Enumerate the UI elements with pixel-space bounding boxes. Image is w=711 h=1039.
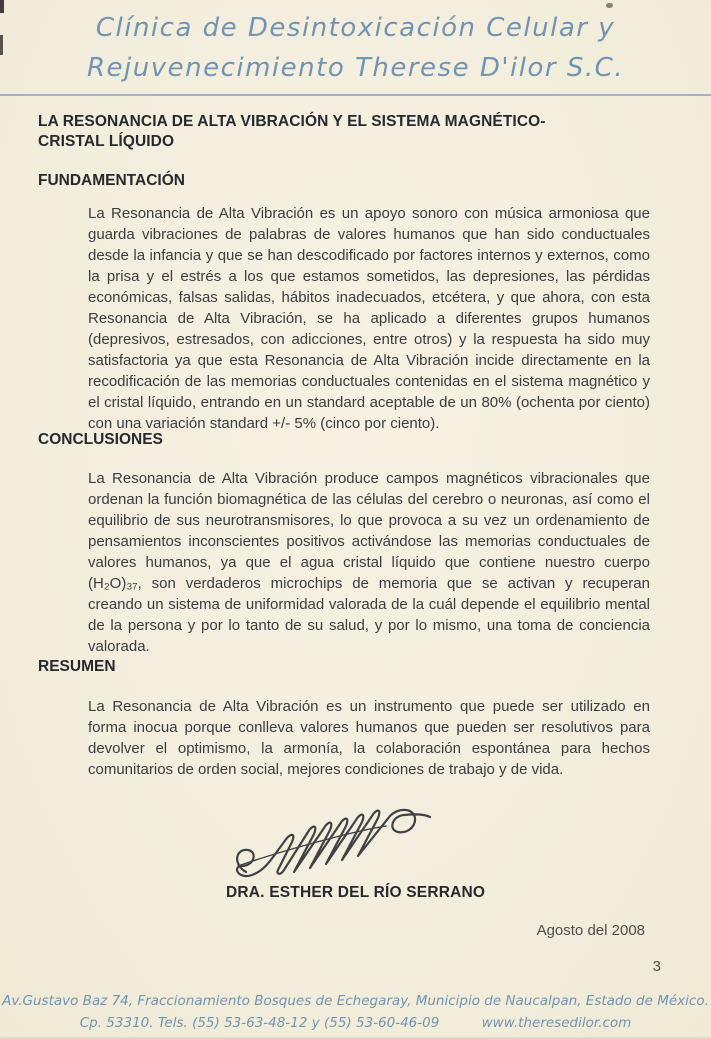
- letterhead: [0, 8, 711, 88]
- letter-footer: [0, 990, 711, 1034]
- letterhead-divider: [0, 94, 711, 96]
- signatory-name: DRA. ESTHER DEL RÍO SERRANO: [226, 884, 486, 901]
- section-body-resumen: La Resonancia de Alta Vibración es un instrumento que puede ser utilizado en forma inocua porque conlleva valores humanos que pueden ser resolutivos para devolver el optimismo, la armonía, la colaboración espontánea para hechos comunitarios de orden social, mejores condiciones de trabajo y de vida.: [88, 698, 650, 778]
- handwritten-signature: [228, 806, 490, 886]
- footer-phones: Cp. 53310. Tels. (55) 53-63-48-12 y (55) 53-60-46-09: [79, 1015, 440, 1031]
- footer-contact-row: [0, 1012, 711, 1034]
- footer-website: www.theresedilor.com: [481, 1015, 632, 1031]
- section-heading-resumen: RESUMEN: [38, 658, 116, 675]
- document-title: LA RESONANCIA DE ALTA VIBRACIÓN Y EL SISTEMA MAGNÉTICO-CRISTAL LÍQUIDO: [38, 113, 546, 150]
- section-body-conclusiones: La Resonancia de Alta Vibración produce campos magnéticos vibracionales que ordenan la función biomagnética de las células del cerebro o neuronas, así como el equilibrio de sus neurotransmisores, lo que provoca a su vez un ordenamiento de pensamientos inconscientes positivos activándose las memorias conductuales de valores humanos, ya que el agua cristal líquido que contiene nuestro cuerpo (H₂O)₃₇, son verdaderos microchips de memoria que se activan y recuperan creando un sistema de uniformidad valorada de la cuál depende el equilibrio mental de la persona y por lo tanto de su salud, y por lo mismo, una toma de conciencia valorada.: [88, 470, 650, 655]
- page-number: 3: [652, 958, 661, 975]
- section-body-fundamentacion: La Resonancia de Alta Vibración es un apoyo sonoro con música armoniosa que guarda vibraciones de palabras de valores humanos que han sido conductuales desde la infancia y que se han descodificado por factores internos y externos, como la prisa y el estrés a los que estamos sometidos, las depresiones, las pérdidas económicas, falsas salidas, hábitos inadecuados, etcétera, y que ahora, con esta Resonancia de Alta Vibración, se ha aplicado a diferentes grupos humanos (depresivos, estresados, con adicciones, entre otros) y la respuesta ha sido muy satisfactoria ya que esta Resonancia de Alta Vibración incide directamente en la recodificación de las memorias conductuales contenidas en el sistema magnético y el cristal líquido, entrando en un standard aceptable de un 80% (ochenta por ciento) con una variación standard +/- 5% (cinco por ciento).: [88, 205, 650, 432]
- clinic-name-line1: Clínica de Desintoxicación Celular y: [95, 13, 616, 43]
- section-heading-fundamentacion: FUNDAMENTACIÓN: [38, 172, 185, 189]
- clinic-name-line2: Rejuvenecimiento Therese D'ilor S.C.: [86, 53, 625, 83]
- section-heading-conclusiones: CONCLUSIONES: [38, 431, 163, 448]
- footer-address: Av.Gustavo Baz 74, Fraccionamiento Bosques de Echegaray, Municipio de Naucalpan, Estado de México.: [2, 993, 709, 1009]
- document-date: Agosto del 2008: [536, 922, 645, 939]
